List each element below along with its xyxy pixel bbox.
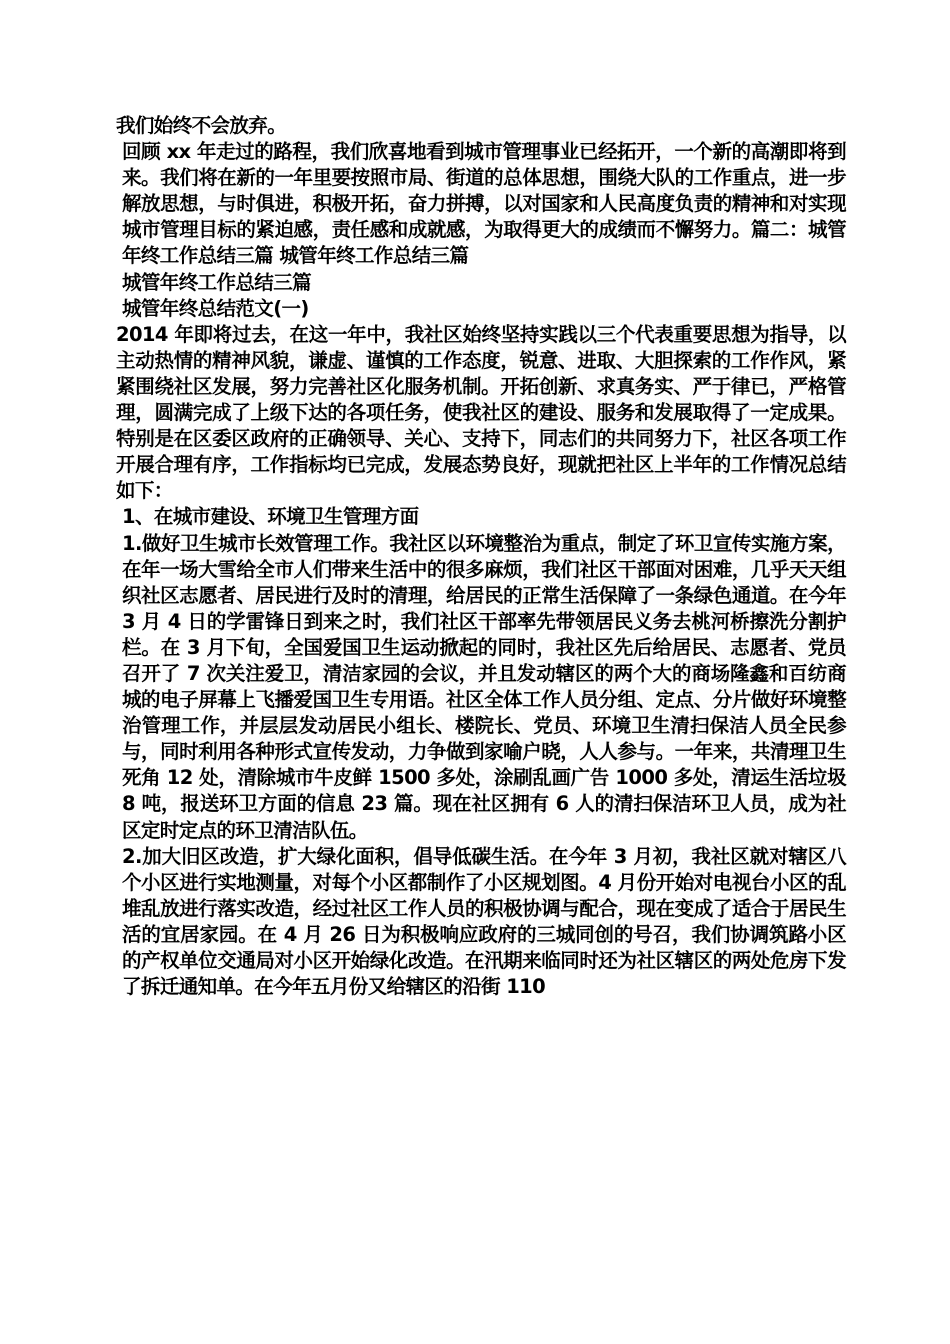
heading-city-construction: 1、在城市建设、环境卫生管理方面 (122, 505, 419, 529)
document-body (116, 113, 846, 1000)
paragraph-item-2: 2.加大旧区改造，扩大绿化面积，倡导低碳生活。在今年 3 月初，我社区就对辖区八个小区进行实地测量，对每个小区都制作了小区规划图。4 月份开始对电视台小区的乱堆乱放进行落实改造，经过社区工作人员的积极协调与配合，现在变成了适合于居民生活的宜居家园。在 4 月 26 日为积极响应政府的三城同创的号召，我们协调筑路小区的产权单位交通局对小区开始绿化改造。在汛期来临同时还为社区辖区的两处危房下发了拆迁通知单。在今年五月份又给辖区的沿街 110 (122, 844, 846, 999)
section-title: 城管年终工作总结三篇 (122, 270, 312, 294)
paragraph-review: 回顾 xx 年走过的路程，我们欣喜地看到城市管理事业已经拓开，一个新的高潮即将到来。我们将在新的一年里要按照市局、街道的总体思想，围绕大队的工作重点，进一步解放思想，与时俱进，积极开拓，奋力拼搏，以对国家和人民高度负责的精神和对实现城市管理目标的紧迫感，责任感和成就感，为取得更大的成绩而不懈努力。篇二：城管年终工作总结三篇 城管年终工作总结三篇 (122, 140, 846, 268)
paragraph-item-1: 1.做好卫生城市长效管理工作。我社区以环境整治为重点，制定了环卫宣传实施方案，在年一场大雪给全市人们带来生活中的很多麻烦，我们社区干部面对困难，几乎天天组织社区志愿者、居民进行及时的清理，给居民的正常生活保障了一条绿色通道。在今年 3 月 4 日的学雷锋日到来之时，我们社区干部率先带领居民义务去桃河桥擦洗分割护栏。在 3 月下旬，全国爱国卫生运动掀起的同时，我社区先后给居民、志愿者、党员召开了 7 次关注爱卫，清洁家园的会议，并且发动辖区的两个大的商场隆鑫和百纺商城的电子屏幕上飞播爱国卫生专用语。社区全体工作人员分组、定点、分片做好环境整治管理工作，并层层发动居民小组长、楼院长、党员、环境卫生清扫保洁人员全民参与，同时利用各种形式宣传发动，力争做到家喻户晓，人人参与。一年来，共清理卫生死角 12 处，清除城市牛皮鲜 1500 多处，涂刷乱画广告 1000 多处，清运生活垃圾 8 吨，报送环卫方面的信息 23 篇。现在社区拥有 6 人的清扫保洁环卫人员，成为社区定时定点的环卫清洁队伍。 (122, 531, 846, 842)
paragraph-intro: 2014 年即将过去，在这一年中，我社区始终坚持实践以三个代表重要思想为指导，以主动热情的精神风貌，谦虚、谨慎的工作态度，锐意、进取、大胆探索的工作作风，紧紧围绕社区发展，努力完善社区化服务机制。开拓创新、求真务实、严于律已，严格管理，圆满完成了上级下达的各项任务，使我社区的建设、服务和发展取得了一定成果。特别是在区委区政府的正确领导、关心、支持下，同志们的共同努力下，社区各项工作开展合理有序，工作指标均已完成，发展态势良好，现就把社区上半年的工作情况总结如下： (116, 322, 846, 503)
section-subtitle: 城管年终总结范文(一) (122, 296, 309, 320)
paragraph-closing-line: 我们始终不会放弃。 (116, 114, 287, 137)
